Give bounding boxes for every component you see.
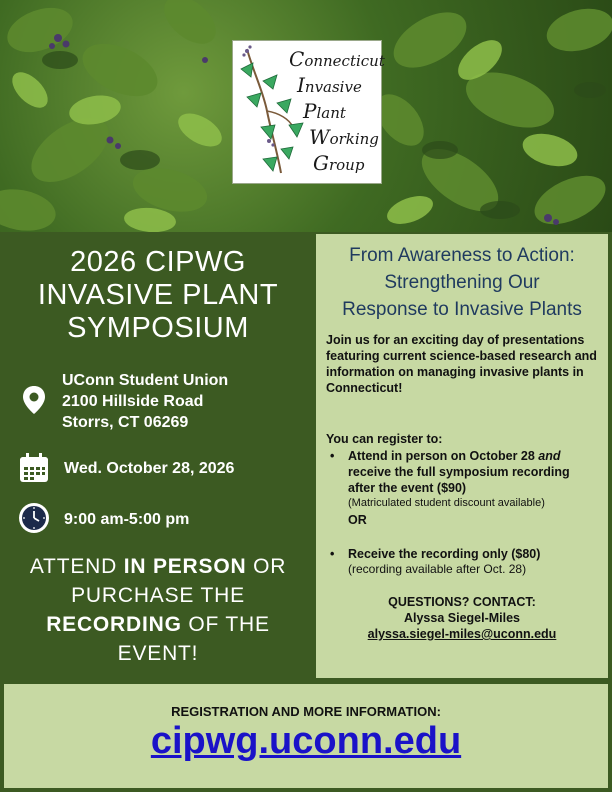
attend-text-1: ATTEND: [29, 555, 124, 578]
address-line-1: UConn Student Union: [62, 372, 229, 389]
event-title-line-3: SYMPOSIUM: [67, 312, 249, 344]
event-title-line-2: INVASIVE PLANT: [37, 279, 279, 311]
theme-line-2: Strengthening Our: [384, 272, 540, 293]
time-row: [18, 502, 50, 534]
theme-heading: [322, 242, 602, 323]
contact-block: [316, 594, 608, 642]
bullet-dot: •: [330, 547, 335, 561]
option1-text-b: receive the full symposium recording after the event ($90): [348, 465, 570, 495]
logo-line-3: Plant: [303, 99, 346, 123]
option2-text: Receive the recording only ($80): [348, 547, 541, 561]
logo-line-1: Connecticut: [289, 47, 385, 71]
map-pin-icon: [18, 384, 50, 416]
contact-email-link[interactable]: alyssa.siegel-miles@uconn.edu: [367, 627, 557, 641]
option2-note: (recording available after Oct. 28): [348, 562, 527, 576]
or-separator: OR: [348, 513, 367, 527]
logo-wordmark: [289, 47, 385, 177]
attend-text-2: OR PURCHASE THE: [71, 555, 287, 607]
intro-paragraph: Join us for an exciting day of presentations featuring current science-based research and information on managing invasive plants in Connecticut!: [326, 333, 597, 395]
logo-line-4: Working: [309, 125, 379, 149]
bullet-dot: •: [330, 449, 335, 463]
option1-text-a: Attend in person on October 28: [348, 449, 539, 463]
logo-line-2: Invasive: [297, 73, 362, 97]
attend-in-person: IN PERSON: [123, 555, 247, 578]
event-time: 9:00 am-5:00 pm: [64, 511, 190, 528]
registration-label: REGISTRATION AND MORE INFORMATION:: [171, 704, 441, 719]
contact-name: Alyssa Siegel-Miles: [403, 611, 521, 625]
address-line-2: 2100 Hillside Road: [62, 393, 204, 410]
event-date: Wed. October 28, 2026: [64, 460, 235, 477]
event-title-line-1: 2026 CIPWG: [70, 246, 246, 278]
register-label: You can register to:: [326, 432, 443, 446]
location-row: [18, 384, 50, 416]
registration-footer: [4, 684, 608, 788]
details-panel: [316, 234, 608, 678]
event-info-panel: [0, 232, 312, 680]
attend-recording: RECORDING: [46, 613, 182, 636]
registration-url-link[interactable]: cipwg.uconn.edu: [150, 720, 462, 762]
option1-and: and: [538, 449, 561, 463]
theme-line-1: From Awareness to Action:: [349, 245, 575, 266]
clock-icon: [18, 502, 50, 534]
attend-text-3: OF THE EVENT!: [117, 613, 270, 665]
date-row: [18, 452, 50, 484]
theme-line-3: Response to Invasive Plants: [342, 299, 582, 320]
cipwg-logo: [232, 40, 385, 184]
attend-callout: [20, 552, 296, 668]
option1-note: (Matriculated student discount available): [348, 497, 545, 509]
logo-line-5: Group: [313, 151, 365, 175]
calendar-icon: [18, 452, 50, 484]
hero-plant-photo: [0, 0, 612, 232]
event-title: [18, 246, 298, 345]
address-line-3: Storrs, CT 06269: [62, 414, 189, 431]
contact-label: QUESTIONS? CONTACT:: [388, 595, 536, 609]
event-address: [62, 370, 228, 433]
